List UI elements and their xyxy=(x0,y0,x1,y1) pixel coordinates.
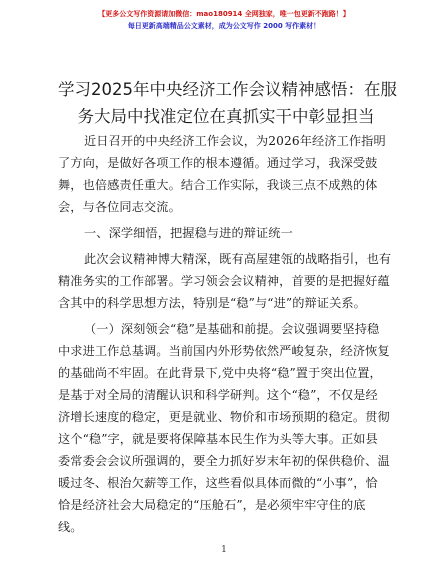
body-line: 会，与各位同志交流。 xyxy=(58,200,181,214)
body-line: 是基于对全局的清醒认识和科学研判。这个“稳”，不仅是经 xyxy=(58,388,378,402)
promo-banner-line-2: 每日更新高端精品公文素材，成为公文写作 2000 写作素材！ xyxy=(127,22,321,30)
subsection-line: （一）深刻领会“稳”是基础和前提。会议强调要坚持稳 xyxy=(84,322,380,336)
section-heading: 一、深学细悟，把握稳与进的辩证统一 xyxy=(84,226,293,240)
body-line: 线。 xyxy=(58,520,83,534)
body-line: 委常委会会议所强调的，要全力抓好岁末年初的保供稳价、温 xyxy=(58,454,390,468)
body-line: 济增长速度的稳定，更是就业、物价和市场预期的稳定。贯彻 xyxy=(58,410,390,424)
body-line: 中求进工作总基调。当前国内外形势依然严峻复杂，经济恢复 xyxy=(58,344,390,358)
title-line-1: 学习2025年中央经济工作会议精神感悟：在服 xyxy=(58,80,397,99)
body-line: 的基础尚不牢固。在此背景下,党中央将“稳”置于突出位置， xyxy=(58,366,382,380)
title-line-2: 务大局中找准定位在真抓实干中彰显担当 xyxy=(77,107,375,126)
body-line: 恰是经济社会大局稳定的“压舱石”，是必须牢牢守住的底 xyxy=(58,498,366,512)
body-line: 含其中的科学思想方法，特别是“稳”与“进”的辩证关系。 xyxy=(58,296,366,310)
page-number: 1 xyxy=(221,545,227,555)
document-title xyxy=(58,76,397,130)
body-line: 近日召开的中央经济工作会议，为2026年经济工作指明 xyxy=(84,134,386,148)
body-line: 了方向，是做好各项工作的根本遵循。通过学习，我深受鼓 xyxy=(58,156,378,170)
promo-banner-line-1: 【更多公文写作资源请加微信：mao180914 全网独家，唯一包更新不跑路！】 xyxy=(98,10,350,18)
body-line: 精准务实的工作部署。学习领会会议精神，首要的是把握好蕴 xyxy=(58,274,390,288)
body-line: 暖过冬、根治欠薪等工作，这些看似具体而微的“小事”，恰 xyxy=(58,476,378,490)
body-line: 此次会议精神博大精深，既有高屋建瓴的战略指引，也有 xyxy=(84,252,392,266)
body-line: 这个“稳”字，就是要将保障基本民生作为头等大事。正如县 xyxy=(58,432,378,446)
body-line: 舞，也倍感责任重大。结合工作实际，我谈三点不成熟的体 xyxy=(58,178,378,192)
